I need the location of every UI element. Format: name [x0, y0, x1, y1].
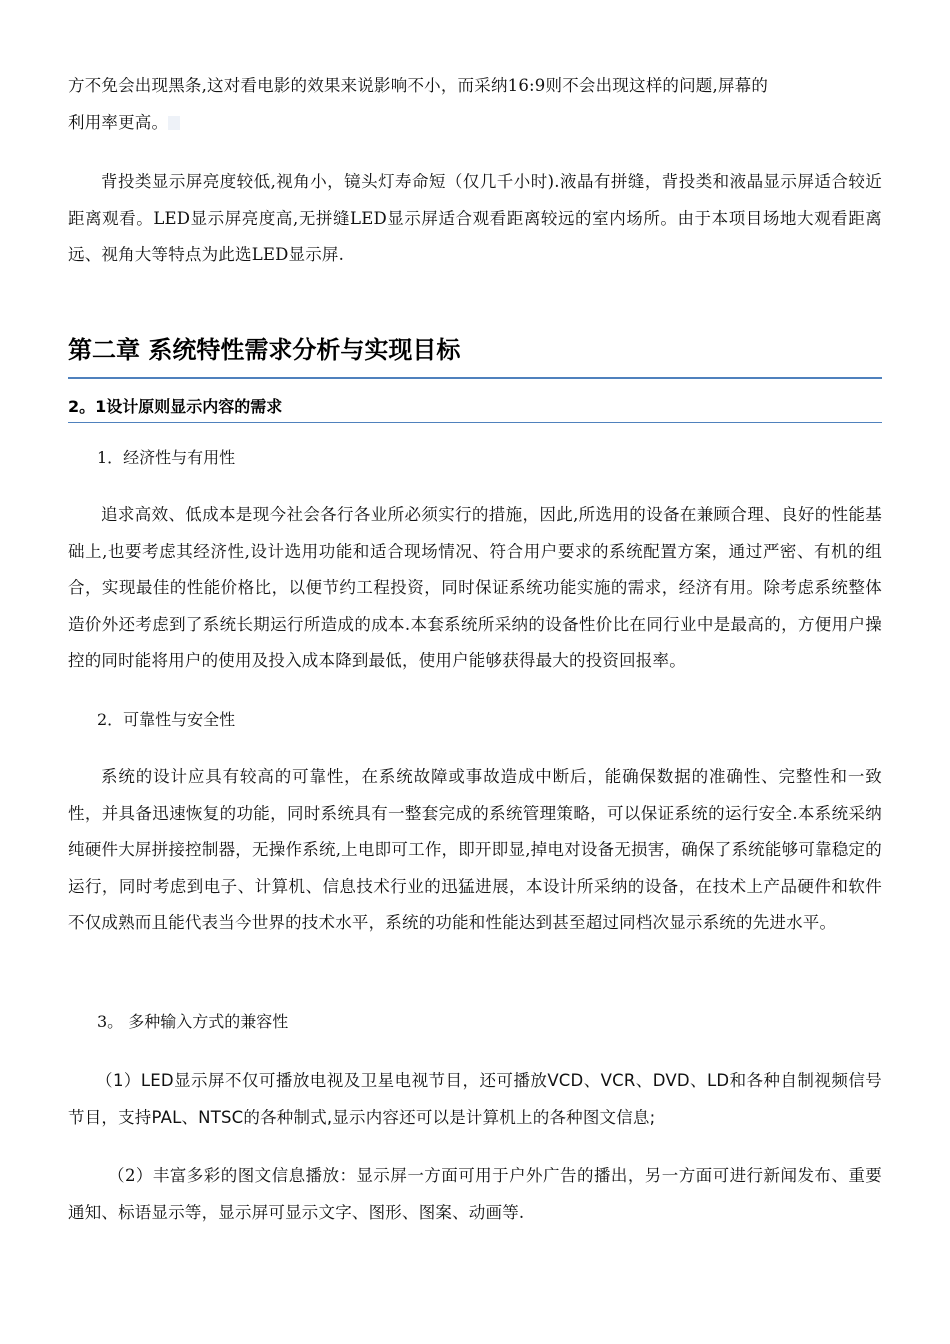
intro-paragraph-2: 背投类显示屏亮度较低,视角小，镜头灯寿命短（仅几千小时).液晶有拼缝，背投类和液晶显示屏适合较近距离观看。LED显示屏亮度高,无拼缝LED显示屏适合观看距离较远的室内场所。由于本项目场地大观看距离远、视角大等特点为此选LED显示屏. [68, 172, 882, 264]
subitem-2: （2）丰富多彩的图文信息播放：显示屏一方面可用于户外广告的播出，另一方面可进行新闻发布、重要通知、标语显示等，显示屏可显示文字、图形、图案、动画等. [68, 1166, 882, 1222]
text-cursor-highlight [168, 116, 180, 130]
item-2-title: 2．可靠性与安全性 [97, 710, 236, 729]
item-2-body: 系统的设计应具有较高的可靠性，在系统故障或事故造成中断后，能确保数据的准确性、完整性和一致性，并具备迅速恢复的功能，同时系统具有一整套完成的系统管理策略，可以保证系统的运行安全.本系统采纳纯硬件大屏拼接控制器，无操作系统,上电即可工作，即开即显,掉电对设备无损害，确保了系统能够可靠稳定的运行，同时考虑到电子、计算机、信息技术行业的迅猛进展，本设计所采纳的设备，在技术上产品硬件和软件不仅成熟而且能代表当今世界的技术水平，系统的功能和性能达到甚至超过同档次显示系统的先进水平。 [68, 767, 882, 932]
chapter-heading-rule [68, 377, 882, 379]
section-heading-rule [68, 422, 882, 423]
section-heading: 2。1设计原则显示内容的需求 [68, 397, 283, 416]
intro-paragraph-1-line-2: 利用率更高。 [68, 112, 169, 132]
item-1-body: 追求高效、低成本是现今社会各行各业所必须实行的措施，因此,所选用的设备在兼顾合理、良好的性能基础上,也要考虑其经济性,设计选用功能和适合现场情况、符合用户要求的系统配置方案，通过严密、有机的组合，实现最佳的性能价格比，以便节约工程投资，同时保证系统功能实施的需求，经济有用。除考虑系统整体造价外还考虑到了系统长期运行所造成的成本.本套系统所采纳的设备性价比在同行业中是最高的，方便用户操控的同时能将用户的使用及投入成本降到最低，使用户能够获得最大的投资回报率。 [68, 505, 882, 670]
chapter-heading: 第二章 系统特性需求分析与实现目标 [68, 336, 461, 364]
intro-paragraph-1-line-1: 方不免会出现黑条,这对看电影的效果来说影响不小，而采纳16:9则不会出现这样的问题,屏幕的 [68, 76, 769, 95]
intro-paragraph-1 [68, 68, 882, 141]
item-3-title: 3。 多种输入方式的兼容性 [97, 1012, 289, 1031]
subitem-1: （1）LED显示屏不仅可播放电视及卫星电视节目，还可播放VCD、VCR、DVD、LD和各种自制视频信号节目，支持PAL、NTSC的各种制式,显示内容还可以是计算机上的各种图文信息; [68, 1071, 882, 1127]
item-1-title: 1．经济性与有用性 [97, 448, 236, 467]
